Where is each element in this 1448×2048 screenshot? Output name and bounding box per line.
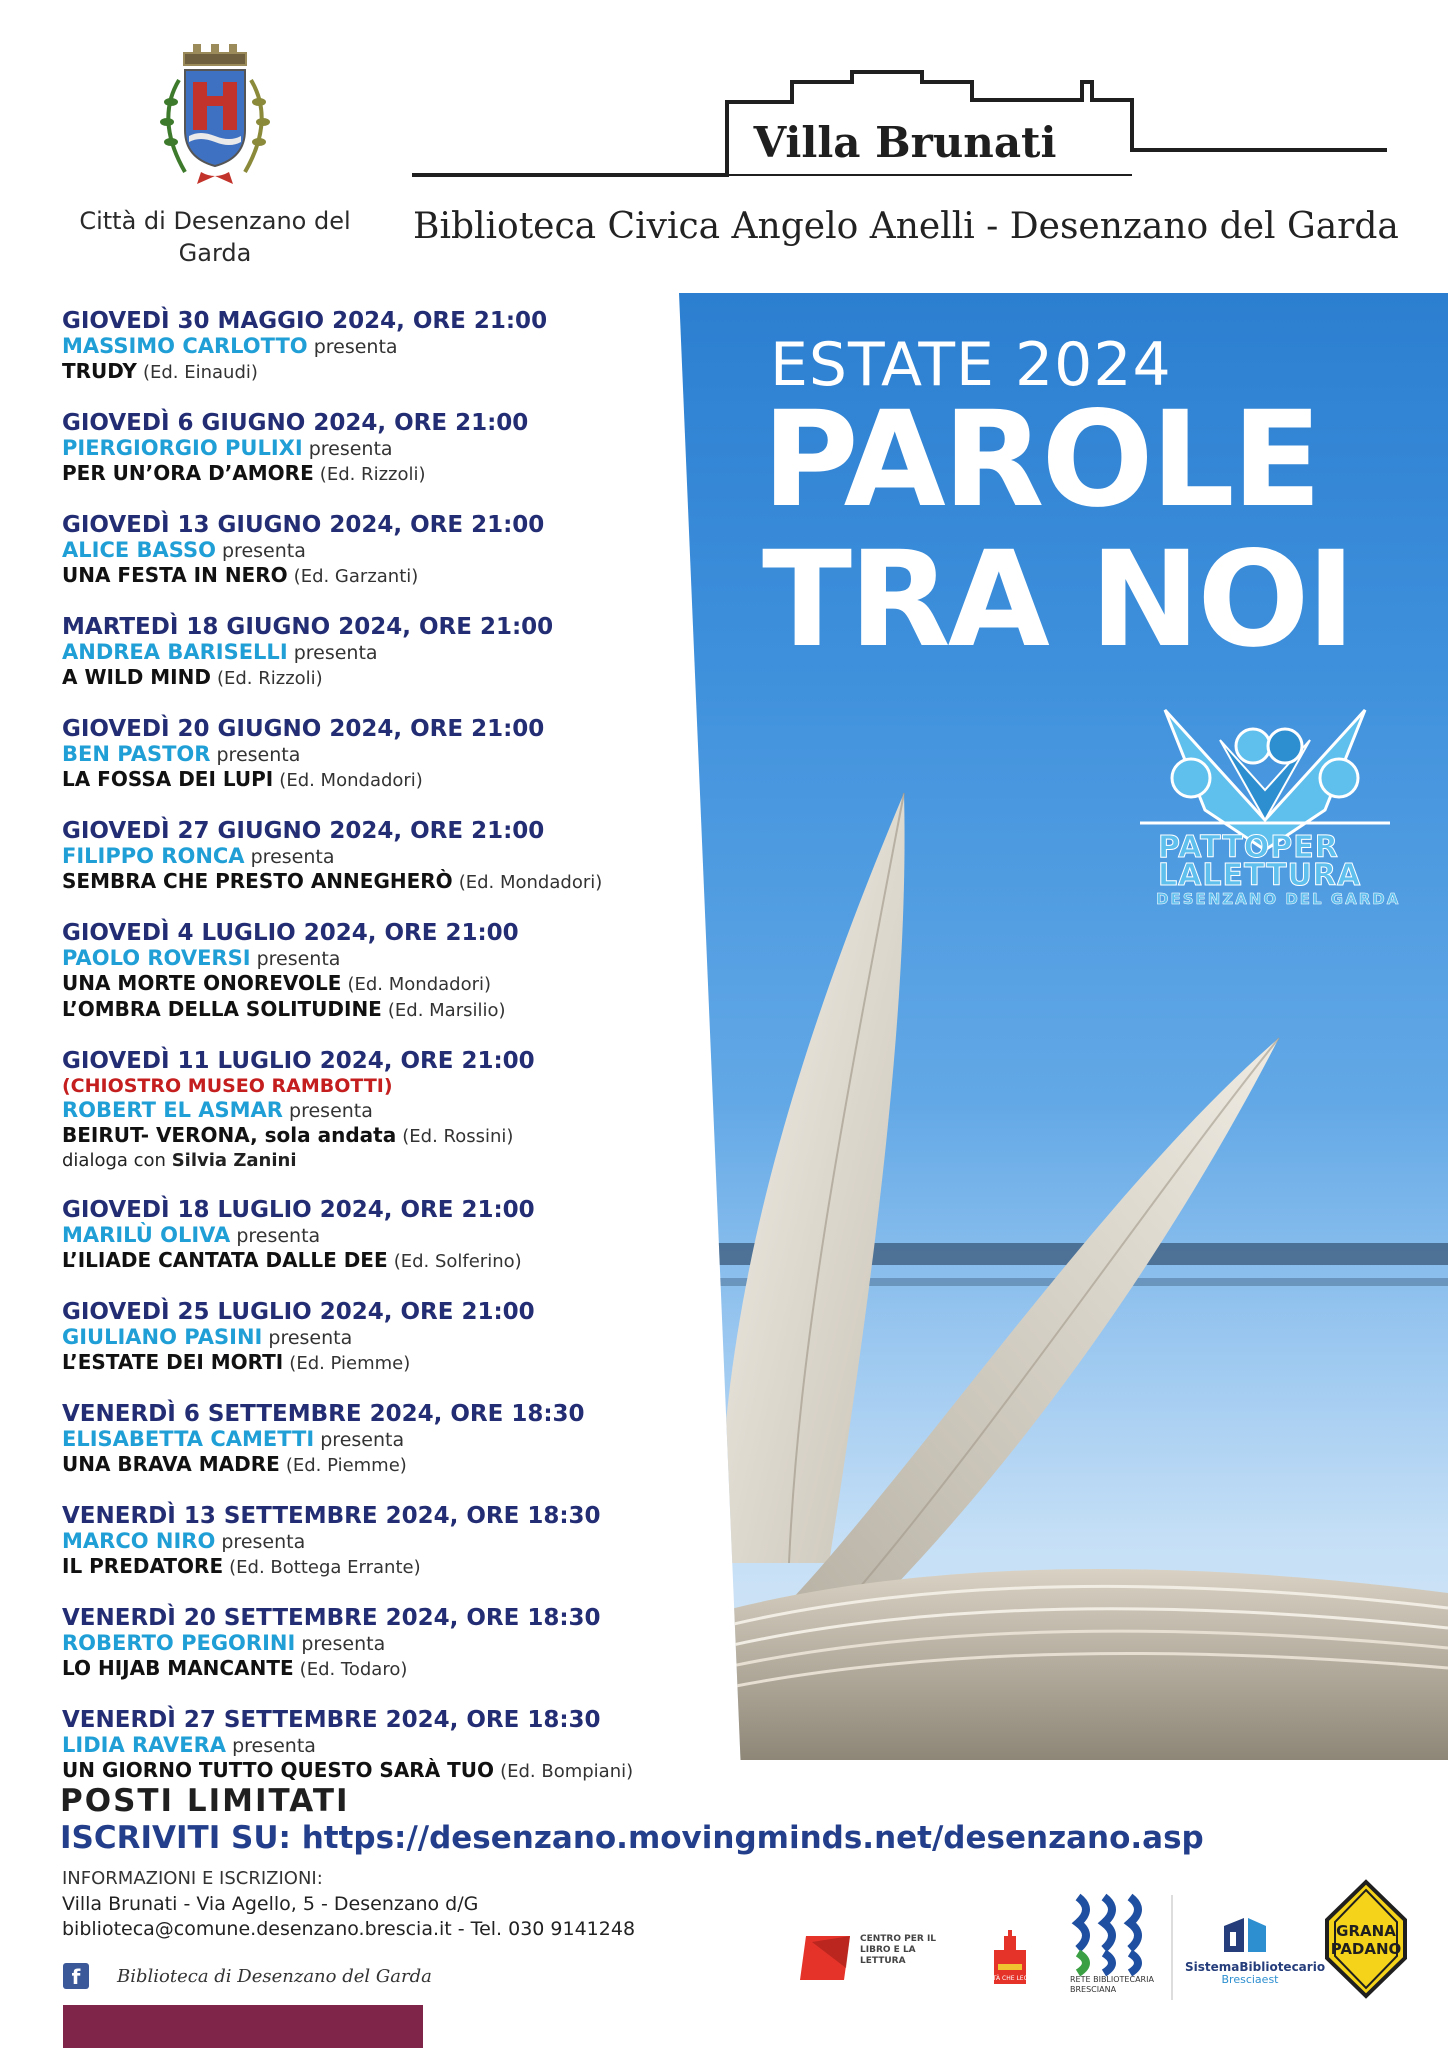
event-author: MARCO NIRO bbox=[62, 1529, 216, 1553]
event-author-line bbox=[62, 1529, 702, 1554]
event-author: FILIPPO RONCA bbox=[62, 844, 245, 868]
event-book-line bbox=[62, 359, 702, 385]
hero-subtitle: ESTATE 2024 bbox=[770, 330, 1172, 400]
event-author: MARILÙ OLIVA bbox=[62, 1223, 231, 1247]
rete-bibliotecaria-text: RETE BIBLIOTECARIA BRESCIANA bbox=[1070, 1975, 1154, 1994]
event-date: GIOVEDÌ 11 LUGLIO 2024, ORE 21:00 bbox=[62, 1048, 535, 1074]
event-publisher: (Ed. Piemme) bbox=[289, 1353, 411, 1374]
event-presenta: presenta bbox=[236, 1225, 321, 1247]
event-date: MARTEDÌ 18 GIUGNO 2024, ORE 21:00 bbox=[62, 614, 554, 640]
info-address: Villa Brunati - Via Agello, 5 - Desenzano d/G bbox=[62, 1893, 479, 1915]
event-date: VENERDÌ 13 SETTEMBRE 2024, ORE 18:30 bbox=[62, 1503, 601, 1529]
event-item bbox=[62, 1197, 702, 1274]
event-book-line bbox=[62, 1758, 702, 1784]
event-presenta: presenta bbox=[301, 1633, 386, 1655]
event-date: GIOVEDÌ 30 MAGGIO 2024, ORE 21:00 bbox=[62, 308, 548, 334]
event-author-line bbox=[62, 436, 702, 461]
facebook-page-label[interactable]: Biblioteca di Desenzano del Garda bbox=[117, 1966, 432, 1987]
facebook-icon[interactable]: f bbox=[63, 1963, 89, 1989]
library-name: Biblioteca Civica Angelo Anelli - Desenzano del Garda bbox=[413, 206, 1399, 247]
event-author-line bbox=[62, 1325, 702, 1350]
event-date: GIOVEDÌ 27 GIUGNO 2024, ORE 21:00 bbox=[62, 818, 545, 844]
event-author: BEN PASTOR bbox=[62, 742, 211, 766]
event-publisher: (Ed. Bompiani) bbox=[500, 1761, 634, 1782]
event-date: GIOVEDÌ 4 LUGLIO 2024, ORE 21:00 bbox=[62, 920, 519, 946]
patto-text-line3: DESENZANO DEL GARDA bbox=[1156, 890, 1401, 908]
event-book-line bbox=[62, 997, 702, 1023]
event-book-title: LO HIJAB MANCANTE bbox=[62, 1656, 294, 1680]
sistema-bibliotecario-text: SistemaBibliotecario bbox=[1185, 1960, 1326, 1974]
event-author: GIULIANO PASINI bbox=[62, 1325, 263, 1349]
event-publisher: (Ed. Marsilio) bbox=[387, 1000, 506, 1021]
sistema-bibliotecario-subtext: Bresciaest bbox=[1221, 1973, 1279, 1986]
event-presenta: presenta bbox=[313, 336, 398, 358]
event-presenta: presenta bbox=[221, 1531, 306, 1553]
event-author: MASSIMO CARLOTTO bbox=[62, 334, 308, 358]
event-author-line bbox=[62, 1098, 702, 1123]
event-author: ROBERTO PEGORINI bbox=[62, 1631, 296, 1655]
event-book-title: UNA BRAVA MADRE bbox=[62, 1452, 280, 1476]
event-author-line bbox=[62, 640, 702, 665]
event-author-line bbox=[62, 1631, 702, 1656]
event-publisher: (Ed. Todaro) bbox=[299, 1659, 408, 1680]
event-book-line bbox=[62, 869, 702, 895]
event-dialog-prefix: dialoga con bbox=[62, 1150, 166, 1171]
event-author-line bbox=[62, 742, 702, 767]
event-author: ANDREA BARISELLI bbox=[62, 640, 288, 664]
event-publisher: (Ed. Rizzoli) bbox=[216, 668, 323, 689]
event-date: VENERDÌ 6 SETTEMBRE 2024, ORE 18:30 bbox=[62, 1401, 585, 1427]
event-book-title: UN GIORNO TUTTO QUESTO SARÀ TUO bbox=[62, 1758, 495, 1782]
event-book-title: IL PREDATORE bbox=[62, 1554, 224, 1578]
event-author-line bbox=[62, 538, 702, 563]
event-book-line bbox=[62, 563, 702, 589]
event-book-line bbox=[62, 767, 702, 793]
event-presenta: presenta bbox=[293, 642, 378, 664]
event-book-title: BEIRUT- VERONA, sola andata bbox=[62, 1123, 397, 1147]
event-item bbox=[62, 1401, 702, 1478]
event-venue: (CHIOSTRO MUSEO RAMBOTTI) bbox=[62, 1075, 393, 1097]
event-author: ROBERT EL ASMAR bbox=[62, 1098, 283, 1122]
event-book-title: TRUDY bbox=[62, 359, 137, 383]
event-publisher: (Ed. Mondadori) bbox=[279, 770, 423, 791]
event-item bbox=[62, 920, 702, 1023]
event-item bbox=[62, 1299, 702, 1376]
event-publisher: (Ed. Mondadori) bbox=[347, 974, 492, 995]
event-book-line bbox=[62, 971, 702, 997]
event-publisher: (Ed. Einaudi) bbox=[142, 362, 258, 383]
event-presenta: presenta bbox=[256, 948, 341, 970]
event-book-title: L’OMBRA DELLA SOLITUDINE bbox=[62, 997, 382, 1021]
event-publisher: (Ed. Garzanti) bbox=[293, 566, 419, 587]
event-book-line bbox=[62, 665, 702, 691]
hero-title-line1: PAROLE bbox=[762, 383, 1319, 537]
event-book-title: PER UN’ORA D’AMORE bbox=[62, 461, 314, 485]
event-item bbox=[62, 716, 702, 793]
event-presenta: presenta bbox=[221, 540, 306, 562]
event-book-title: A WILD MIND bbox=[62, 665, 211, 689]
event-book-line bbox=[62, 461, 702, 487]
event-author-line bbox=[62, 1223, 702, 1248]
event-author-line bbox=[62, 844, 702, 869]
event-book-title: LA FOSSA DEI LUPI bbox=[62, 767, 274, 791]
event-book-line bbox=[62, 1656, 702, 1682]
event-date: GIOVEDÌ 6 GIUGNO 2024, ORE 21:00 bbox=[62, 410, 529, 436]
event-book-line bbox=[62, 1452, 702, 1478]
grana-padano-text-1: GRANA bbox=[1336, 1922, 1396, 1940]
event-presenta: presenta bbox=[289, 1100, 373, 1122]
info-contact[interactable]: biblioteca@comune.desenzano.brescia.it - Tel. 030 9141248 bbox=[62, 1918, 636, 1940]
event-presenta: presenta bbox=[216, 744, 301, 766]
event-author: PAOLO ROVERSI bbox=[62, 946, 251, 970]
hero-title-line2: TRA NOI bbox=[762, 523, 1353, 677]
registration-link[interactable]: ISCRIVITI SU: https://desenzano.movingminds.net/desenzano.asp bbox=[60, 1820, 1204, 1856]
event-publisher: (Ed. Solferino) bbox=[393, 1251, 522, 1272]
patto-text-line2: LALETTURA bbox=[1158, 858, 1362, 893]
event-date: GIOVEDÌ 13 GIUGNO 2024, ORE 21:00 bbox=[62, 512, 545, 538]
event-author-line bbox=[62, 946, 702, 971]
info-heading: INFORMAZIONI E ISCRIZIONI: bbox=[62, 1868, 323, 1889]
event-publisher: (Ed. Mondadori) bbox=[458, 872, 603, 893]
footer-color-bar bbox=[63, 2005, 423, 2048]
event-presenta: presenta bbox=[250, 846, 335, 868]
event-dialog-name: Silvia Zanini bbox=[171, 1150, 297, 1171]
event-book-title: UNA MORTE ONOREVOLE bbox=[62, 971, 342, 995]
event-date: GIOVEDÌ 25 LUGLIO 2024, ORE 21:00 bbox=[62, 1299, 535, 1325]
event-item bbox=[62, 818, 702, 895]
event-date: VENERDÌ 27 SETTEMBRE 2024, ORE 18:30 bbox=[62, 1707, 601, 1733]
limited-seats-notice: POSTI LIMITATI bbox=[60, 1783, 350, 1819]
event-book-title: SEMBRA CHE PRESTO ANNEGHERÒ bbox=[62, 869, 453, 893]
event-book-title: L’ESTATE DEI MORTI bbox=[62, 1350, 284, 1374]
event-date: GIOVEDÌ 20 GIUGNO 2024, ORE 21:00 bbox=[62, 716, 545, 742]
event-author-line bbox=[62, 334, 702, 359]
logo-divider bbox=[1171, 1895, 1173, 2000]
event-book-line bbox=[62, 1248, 702, 1274]
event-publisher: (Ed. Rizzoli) bbox=[319, 464, 426, 485]
event-date: GIOVEDÌ 18 LUGLIO 2024, ORE 21:00 bbox=[62, 1197, 535, 1223]
event-item bbox=[62, 1048, 702, 1172]
events-list bbox=[62, 308, 702, 1809]
patto-text-line1: PATTOPER bbox=[1158, 830, 1339, 865]
event-author: ELISABETTA CAMETTI bbox=[62, 1427, 315, 1451]
event-publisher: (Ed. Bottega Errante) bbox=[229, 1557, 421, 1578]
event-item bbox=[62, 614, 702, 691]
city-crest-logo bbox=[145, 40, 285, 190]
citta-che-legge-logo bbox=[983, 1930, 1037, 1986]
event-publisher: (Ed. Piemme) bbox=[285, 1455, 407, 1476]
event-presenta: presenta bbox=[268, 1327, 353, 1349]
centro-libro-lettura-text: CENTRO PER IL LIBRO E LA LETTURA bbox=[860, 1934, 937, 1966]
event-item bbox=[62, 1605, 702, 1682]
event-item bbox=[62, 1707, 702, 1784]
event-book-line bbox=[62, 1350, 702, 1376]
event-author: ALICE BASSO bbox=[62, 538, 216, 562]
event-book-line bbox=[62, 1123, 702, 1149]
citta-che-legge-text: CITTÀ CHE LEGGE bbox=[983, 1975, 1037, 1982]
city-name: Città di Desenzano del Garda bbox=[79, 207, 351, 267]
event-book-title: L’ILIADE CANTATA DALLE DEE bbox=[62, 1248, 388, 1272]
event-item bbox=[62, 1503, 702, 1580]
event-date: VENERDÌ 20 SETTEMBRE 2024, ORE 18:30 bbox=[62, 1605, 601, 1631]
event-author-line bbox=[62, 1733, 702, 1758]
sistema-bibliotecario-logo bbox=[1220, 1912, 1270, 1958]
event-author-line bbox=[62, 1427, 702, 1452]
event-author: LIDIA RAVERA bbox=[62, 1733, 227, 1757]
event-author: PIERGIORGIO PULIXI bbox=[62, 436, 303, 460]
event-item bbox=[62, 410, 702, 487]
event-presenta: presenta bbox=[232, 1735, 316, 1757]
event-item bbox=[62, 512, 702, 589]
villa-title: Villa Brunati bbox=[753, 118, 1057, 167]
grana-padano-logo bbox=[1325, 1880, 1407, 1998]
event-book-title: UNA FESTA IN NERO bbox=[62, 563, 288, 587]
event-publisher: (Ed. Rossini) bbox=[402, 1126, 514, 1147]
event-presenta: presenta bbox=[320, 1429, 405, 1451]
hero-title bbox=[762, 383, 1353, 677]
event-presenta: presenta bbox=[308, 438, 393, 460]
event-dialog bbox=[62, 1149, 702, 1172]
event-book-line bbox=[62, 1554, 702, 1580]
event-item bbox=[62, 308, 702, 385]
grana-padano-text-2: PADANO bbox=[1330, 1940, 1402, 1958]
